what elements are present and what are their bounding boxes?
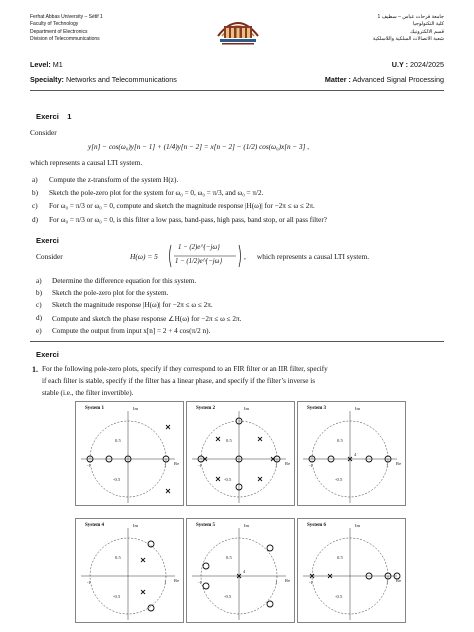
exercise-2-item-text: Compute and sketch the phase response ∠H(ω) for −2π ≤ ω ≤ 2π. bbox=[52, 315, 242, 323]
pole-zero-plot-system-1 bbox=[75, 401, 184, 506]
header-left-line: Ferhat Abbas University – Sétif 1 bbox=[30, 14, 103, 20]
pole-multiplicity-label: 4 bbox=[243, 569, 246, 574]
level-label: Level: bbox=[30, 60, 51, 69]
tick-label: 1 bbox=[386, 580, 389, 585]
exercise-2-consider: Consider bbox=[36, 252, 63, 261]
tick-label: 1 bbox=[164, 580, 167, 585]
im-axis-label: Im bbox=[355, 523, 361, 528]
exercise-3-text-line: For the following pole-zero plots, specify if they correspond to an FIR filter or an IIR filter, specify bbox=[42, 365, 328, 373]
pole-multiplicity-label: 4 bbox=[354, 452, 357, 457]
plot-title: System 3 bbox=[307, 406, 327, 411]
tick-label: -0.5 bbox=[335, 477, 343, 482]
tick-label: -1 bbox=[309, 463, 313, 468]
exercise-2-item-text: Compute the output from input x[n] = 2 + 4 cos(π/2 n). bbox=[52, 327, 211, 335]
exercise-1-causal-note: which represents a causal LTI system. bbox=[30, 158, 143, 167]
tick-label: 0.5 bbox=[226, 555, 232, 560]
im-axis-label: Im bbox=[133, 523, 139, 528]
pole-zero-plot-system-3 bbox=[297, 401, 406, 506]
matter-label: Matter : bbox=[324, 75, 351, 84]
specialty-value: Networks and Telecommunications bbox=[65, 75, 177, 84]
re-axis-label: Re bbox=[285, 461, 291, 466]
matter-field bbox=[325, 75, 444, 84]
exercise-1-consider: Consider bbox=[30, 128, 57, 137]
exercise-2-item-letter: c) bbox=[36, 301, 42, 309]
tick-label: 1 bbox=[275, 463, 278, 468]
university-year-field bbox=[392, 60, 444, 69]
level-value: M1 bbox=[52, 60, 63, 69]
tick-label: -0.5 bbox=[113, 594, 121, 599]
exercise-2-equation-lhs: H(ω) = 5 bbox=[130, 252, 158, 261]
header-right-line: قسم الالكترونيك bbox=[410, 28, 444, 35]
im-axis-label: Im bbox=[133, 406, 139, 411]
tick-label: 1 bbox=[164, 463, 167, 468]
tick-label: 0.5 bbox=[115, 438, 121, 443]
exercise-2-title: Exerci bbox=[36, 236, 59, 245]
exercise-1-item-letter: a) bbox=[32, 176, 38, 184]
exercise-2-item-text: Sketch the pole-zero plot for the system. bbox=[52, 289, 169, 297]
exercise-2-causal-note: , which represents a causal LTI system. bbox=[244, 252, 370, 261]
exercise-1-item-text: For ω₀ = π/3 or ω₀ = 0, compute and sketch the magnitude response |H(ω)| for −2π ≤ ω ≤ 2π. bbox=[49, 202, 315, 210]
exercise-1-equation: y[n] − cos(ω₀)y[n − 1] + (1/4)y[n − 2] = x[n − 2] − (1/2) cos(ω₀)x[n − 3] , bbox=[88, 143, 310, 151]
tick-label: -1 bbox=[309, 580, 313, 585]
tick-label: -1 bbox=[198, 463, 202, 468]
uy-value: 2024/2025 bbox=[410, 60, 444, 69]
section-divider bbox=[30, 341, 444, 342]
tick-label: 0.5 bbox=[115, 555, 121, 560]
exercise-2-item-letter: d) bbox=[36, 314, 42, 322]
tick-label: -0.5 bbox=[224, 594, 232, 599]
im-axis-label: Im bbox=[244, 406, 250, 411]
header-right-line: شعبة الاتصالات السلكية واللاسلكية bbox=[372, 36, 444, 43]
exercise-3-text-line: if each filter is stable, specify if the filter has a linear phase, and specify if the filter’s inverse is bbox=[42, 377, 316, 385]
plot-frame bbox=[187, 519, 295, 623]
exercise-3-item-number: 1. bbox=[32, 365, 38, 374]
exercise-2-item-letter: a) bbox=[36, 277, 42, 285]
header-left-line: Division of Telecommunications bbox=[30, 36, 100, 43]
tick-label: -1 bbox=[87, 463, 91, 468]
exercise-2-numerator: 1 − (2)e^{−jω} bbox=[178, 244, 220, 251]
exercise-2-denominator: 1 − (1/2)e^{−jω} bbox=[175, 258, 223, 265]
level-field bbox=[30, 60, 63, 69]
exercise-1-item-text: Sketch the pole-zero plot for the system for ω₀ = 0, ω₀ = π/3, and ω₀ = π/2. bbox=[49, 189, 264, 197]
header-right-line: جامعة فرحات عباس – سطيف 1 bbox=[377, 14, 444, 20]
re-axis-label: Re bbox=[396, 578, 402, 583]
pole-zero-plot-system-4 bbox=[75, 518, 184, 623]
plot-title: System 1 bbox=[85, 406, 105, 411]
exercise-1-item-text: For ω₀ = π/3 or ω₀ = 0, is this filter a low pass, band-pass, high pass, band stop, or all pass filter? bbox=[49, 216, 327, 224]
university-header-left bbox=[30, 14, 103, 44]
specialty-label: Specialty: bbox=[30, 75, 64, 84]
im-axis-label: Im bbox=[355, 406, 361, 411]
pole-zero-plot-system-5 bbox=[186, 518, 295, 623]
re-axis-label: Re bbox=[285, 578, 291, 583]
pole-zero-plot-system-2 bbox=[186, 401, 295, 506]
header-right-line: كلية التكنولوجيا bbox=[412, 21, 444, 28]
plot-title: System 4 bbox=[85, 523, 105, 528]
tick-label: 0.5 bbox=[226, 438, 232, 443]
tick-label: 1 bbox=[386, 463, 389, 468]
tick-label: -0.5 bbox=[224, 477, 232, 482]
re-axis-label: Re bbox=[396, 461, 402, 466]
university-header-right bbox=[373, 14, 444, 44]
tick-label: 1 bbox=[275, 580, 278, 585]
exercise-2-item-text: Determine the difference equation for this system. bbox=[52, 277, 197, 285]
exercise-1-item-letter: c) bbox=[32, 202, 38, 210]
tick-label: -1 bbox=[87, 580, 91, 585]
tick-label: 0.5 bbox=[337, 555, 343, 560]
plot-frame bbox=[76, 519, 184, 623]
matter-value: Advanced Signal Processing bbox=[352, 75, 444, 84]
header-left-line: Faculty of Technology bbox=[30, 21, 79, 28]
exercise-2-item-text: Sketch the magnitude response |H(ω)| for −2π ≤ ω ≤ 2π. bbox=[52, 301, 213, 309]
header-left-line: Department of Electronics bbox=[30, 28, 88, 35]
exercise-1-title: Exerci 1 bbox=[36, 112, 72, 121]
university-logo bbox=[212, 12, 264, 46]
plot-title: System 6 bbox=[307, 523, 327, 528]
tick-label: -1 bbox=[198, 580, 202, 585]
im-axis-label: Im bbox=[244, 523, 250, 528]
exercise-3-text-line: stable (i.e., the filter invertible). bbox=[42, 389, 134, 397]
tick-label: -0.5 bbox=[113, 477, 121, 482]
uy-label: U.Y : bbox=[391, 60, 409, 69]
plot-title: System 2 bbox=[196, 406, 216, 411]
plot-title: System 5 bbox=[196, 523, 216, 528]
pole-zero-plot-system-6 bbox=[297, 518, 406, 623]
plot-frame bbox=[298, 402, 406, 506]
exercise-1-item-letter: b) bbox=[32, 189, 38, 197]
exercise-1-item-letter: d) bbox=[32, 216, 38, 224]
exercise-2-item-letter: b) bbox=[36, 289, 42, 297]
re-axis-label: Re bbox=[174, 461, 180, 466]
tick-label: 0.5 bbox=[337, 438, 343, 443]
specialty-field bbox=[30, 75, 177, 84]
tick-label: -0.5 bbox=[335, 594, 343, 599]
re-axis-label: Re bbox=[174, 578, 180, 583]
exercise-1-item-text: Compute the z-transform of the system H(z). bbox=[49, 176, 179, 184]
exercise-3-title: Exerci bbox=[36, 350, 59, 359]
header-divider bbox=[30, 90, 444, 91]
plot-frame bbox=[298, 519, 406, 623]
exercise-2-item-letter: e) bbox=[36, 327, 42, 335]
